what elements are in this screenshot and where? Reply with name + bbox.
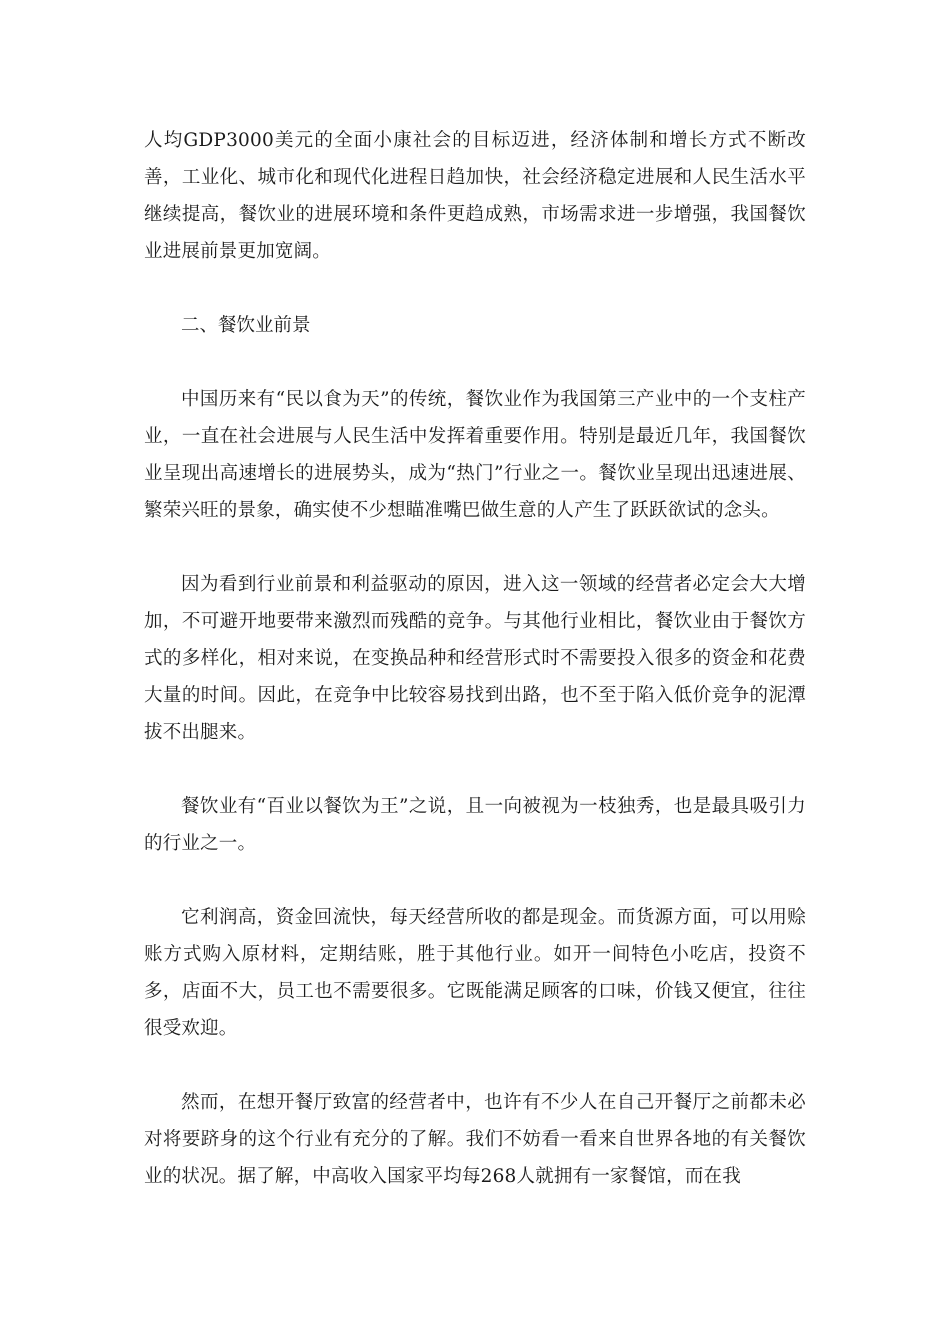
paragraph-continued: 人均GDP3000美元的全面小康社会的目标迈进，经济体制和增长方式不断改善，工业化、城市化和现代化进程日趋加快，社会经济稳定进展和人民生活水平继续提高，餐饮业的进展环境和条件更趋成熟，市场需求进一步增强，我国餐饮业进展前景更加宽阔。 [144, 130, 806, 262]
paragraph: 它利润高，资金回流快，每天经营所收的都是现金。而货源方面，可以用赊账方式购入原材料，定期结账，胜于其他行业。如开一间特色小吃店，投资不多，店面不大，员工也不需要很多。它既能满足顾客的口味，价钱又便宜，往往很受欢迎。 [144, 907, 806, 1039]
section-heading: 二、餐饮业前景 [181, 315, 311, 336]
paragraph: 中国历来有“民以食为天”的传统，餐饮业作为我国第三产业中的一个支柱产业，一直在社会进展与人民生活中发挥着重要作用。特别是最近几年，我国餐饮业呈现出高速增长的进展势头，成为“热门”行业之一。餐饮业呈现出迅速进展、繁荣兴旺的景象，确实使不少想瞄准嘴巴做生意的人产生了跃跃欲试的念头。 [144, 389, 806, 521]
paragraph: 餐饮业有“百业以餐饮为王”之说，且一向被视为一枝独秀，也是最具吸引力的行业之一。 [144, 796, 806, 854]
paragraph-truncated: 然而，在想开餐厅致富的经营者中，也许有不少人在自己开餐厅之前都未必对将要跻身的这个行业有充分的了解。我们不妨看一看来自世界各地的有关餐饮业的状况。据了解，中高收入国家平均每268人就拥有一家餐馆，而在我 [144, 1092, 806, 1187]
paragraph: 因为看到行业前景和利益驱动的原因，进入这一领域的经营者必定会大大增加，不可避开地要带来激烈而残酷的竞争。与其他行业相比，餐饮业由于餐饮方式的多样化，相对来说，在变换品种和经营形式时不需要投入很多的资金和花费大量的时间。因此，在竞争中比较容易找到出路，也不至于陷入低价竞争的泥潭拔不出腿来。 [144, 574, 806, 743]
document-body [144, 122, 806, 1232]
